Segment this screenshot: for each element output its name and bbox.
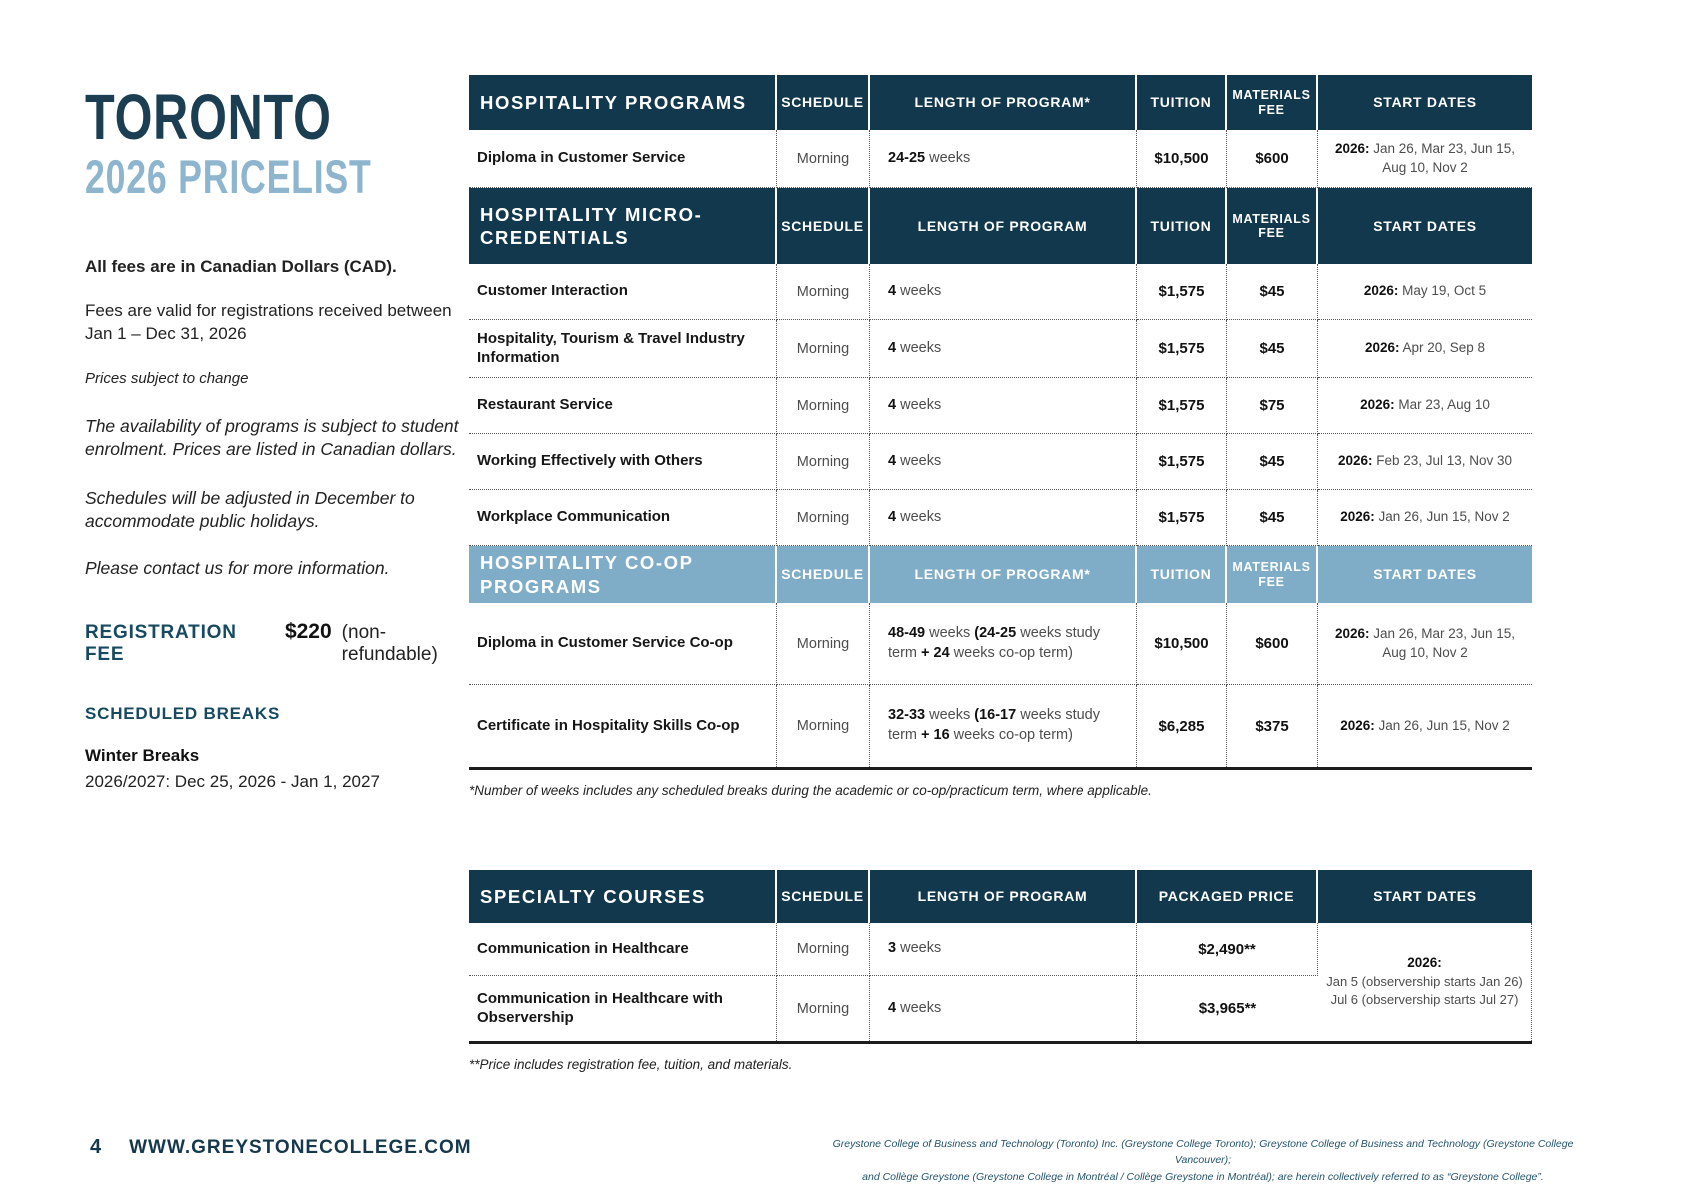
table-row	[469, 490, 1532, 546]
col-schedule: SCHEDULE	[777, 870, 870, 923]
program-name: Workplace Communication	[469, 490, 777, 546]
table-row	[469, 264, 1532, 320]
col-start-dates: START DATES	[1373, 94, 1477, 111]
program-start-dates: 2026: Mar 23, Aug 10	[1318, 378, 1532, 434]
program-length: 24-25 weeks	[870, 130, 1137, 188]
program-schedule: Morning	[777, 320, 870, 378]
col-schedule: SCHEDULE	[777, 188, 870, 264]
program-tuition: $1,575	[1137, 434, 1227, 490]
program-name: Diploma in Customer Service Co-op	[469, 603, 777, 685]
section-title: SPECIALTY COURSES	[469, 870, 777, 923]
section-title: HOSPITALITY PROGRAMS	[469, 75, 777, 130]
section-title: HOSPITALITY CO-OP PROGRAMS	[469, 546, 777, 603]
program-materials-fee: $45	[1227, 490, 1318, 546]
winter-breaks-dates: 2026/2027: Dec 25, 2026 - Jan 1, 2027	[85, 772, 380, 792]
col-materials: MATERIALS FEE	[1227, 546, 1318, 603]
program-packaged-price: $2,490**	[1137, 923, 1318, 976]
program-start-dates: 2026: May 19, Oct 5	[1318, 264, 1532, 320]
registration-fee-amount: $220	[284, 620, 332, 644]
start-dates-line: Jan 5 (observership starts Jan 26)	[1326, 973, 1523, 989]
page-title-city: TORONTO	[85, 81, 332, 153]
program-start-dates: 2026: Feb 23, Jul 13, Nov 30	[1318, 434, 1532, 490]
program-start-dates: 2026: Jan 26, Mar 23, Jun 15, Aug 10, Nov 2	[1318, 130, 1532, 188]
program-schedule: Morning	[777, 434, 870, 490]
program-length: 4 weeks	[870, 378, 1137, 434]
col-length: LENGTH OF PROGRAM	[870, 870, 1137, 923]
scheduled-breaks-heading: SCHEDULED BREAKS	[85, 704, 281, 724]
specialty-start-dates	[1318, 923, 1532, 1041]
program-length: 4 weeks	[870, 264, 1137, 320]
program-tuition: $10,500	[1137, 130, 1227, 188]
table-row	[469, 685, 1532, 767]
program-start-dates: 2026: Apr 20, Sep 8	[1318, 320, 1532, 378]
col-start-dates: START DATES	[1373, 217, 1477, 234]
fees-cad-note: All fees are in Canadian Dollars (CAD).	[85, 256, 397, 276]
program-name: Working Effectively with Others	[469, 434, 777, 490]
col-materials: MATERIALS FEE	[1227, 188, 1318, 264]
legal-line: Greystone College of Business and Technology (Toronto) Inc. (Greystone College Toronto); Greystone College of Business and Technology (Greystone College Vancouver);	[832, 1138, 1574, 1167]
col-start-dates: START DATES	[1373, 888, 1477, 905]
program-materials-fee: $75	[1227, 378, 1318, 434]
program-name: Customer Interaction	[469, 264, 777, 320]
col-materials: MATERIALS FEE	[1227, 75, 1318, 130]
col-start-dates: START DATES	[1373, 566, 1477, 583]
schedules-note: Schedules will be adjusted in December to accommodate public holidays.	[85, 488, 415, 532]
program-length: 4 weeks	[870, 434, 1137, 490]
program-tuition: $1,575	[1137, 378, 1227, 434]
program-length: 48-49 weeks (24-25 weeks study term + 24 weeks co-op term)	[870, 603, 1137, 685]
program-schedule: Morning	[777, 264, 870, 320]
availability-note: The availability of programs is subject to student enrolment. Prices are listed in Canadian dollars.	[85, 415, 459, 460]
start-dates-line: Jul 6 (observership starts Jul 27)	[1330, 992, 1519, 1008]
table-row	[469, 130, 1532, 188]
specialty-courses-header	[469, 870, 1532, 923]
col-schedule: SCHEDULE	[777, 75, 870, 130]
program-start-dates: 2026: Jan 26, Jun 15, Nov 2	[1340, 717, 1510, 733]
prices-subject-note: Prices subject to change	[85, 370, 249, 388]
program-materials-fee: $45	[1227, 264, 1318, 320]
winter-breaks-label: Winter Breaks	[85, 746, 200, 766]
registration-fee-label: REGISTRATION FEE	[85, 622, 237, 666]
col-length: LENGTH OF PROGRAM	[870, 188, 1137, 264]
program-length: 3 weeks	[870, 923, 1137, 976]
col-packaged-price: PACKAGED PRICE	[1137, 870, 1318, 923]
legal-text	[818, 1136, 1588, 1185]
col-schedule: SCHEDULE	[777, 546, 870, 603]
program-schedule: Morning	[777, 923, 870, 976]
hospitality-table	[469, 75, 1532, 770]
program-materials-fee: $45	[1227, 320, 1318, 378]
program-materials-fee: $45	[1227, 434, 1318, 490]
specialty-table	[469, 870, 1532, 1044]
program-schedule: Morning	[777, 490, 870, 546]
hospitality-programs-header	[469, 75, 1532, 130]
content-area	[469, 75, 1532, 1072]
program-start-dates: 2026: Jan 26, Mar 23, Jun 15, Aug 10, Nov 2	[1318, 603, 1532, 685]
program-tuition: $1,575	[1137, 264, 1227, 320]
micro-credentials-header	[469, 188, 1532, 264]
program-tuition: $1,575	[1137, 490, 1227, 546]
table-row	[469, 434, 1532, 490]
website-link[interactable]: WWW.GREYSTONECOLLEGE.COM	[129, 1137, 472, 1158]
program-materials-fee: $600	[1227, 603, 1318, 685]
program-materials-fee: $375	[1227, 685, 1318, 767]
program-schedule: Morning	[777, 976, 870, 1041]
page-number: 4	[90, 1136, 102, 1158]
program-name: Hospitality, Tourism & Travel Industry Information	[469, 320, 777, 378]
specialty-table-body	[469, 923, 1532, 1041]
program-start-dates: 2026: Jan 26, Jun 15, Nov 2	[1318, 490, 1532, 546]
table-row	[469, 603, 1532, 685]
legal-line: and Collège Greystone (Greystone College in Montréal / Collège Greystone in Montréal); are herein collectively referred to as “Greystone College”.	[862, 1170, 1544, 1183]
registration-fee	[85, 620, 477, 666]
start-dates-year: 2026:	[1407, 954, 1442, 970]
contact-note: Please contact us for more information.	[85, 558, 390, 579]
page-title-subtitle: 2026 PRICELIST	[85, 149, 372, 203]
table-row	[469, 378, 1532, 434]
program-schedule: Morning	[777, 603, 870, 685]
fees-valid-note: Fees are valid for registrations received between Jan 1 – Dec 31, 2026	[85, 301, 452, 343]
program-name: Communication in Healthcare	[469, 923, 777, 976]
table-row	[469, 320, 1532, 378]
weeks-footnote: *Number of weeks includes any scheduled breaks during the academic or co-op/practicum term, where applicable.	[469, 783, 1152, 798]
program-schedule: Morning	[777, 685, 870, 767]
program-schedule: Morning	[777, 378, 870, 434]
program-length: 4 weeks	[870, 320, 1137, 378]
col-tuition: TUITION	[1137, 546, 1227, 603]
col-tuition: TUITION	[1137, 188, 1227, 264]
program-tuition: $1,575	[1137, 320, 1227, 378]
price-footnote: **Price includes registration fee, tuition, and materials.	[469, 1057, 793, 1072]
col-length: LENGTH OF PROGRAM*	[870, 75, 1137, 130]
section-title: HOSPITALITY MICRO-CREDENTIALS	[469, 188, 777, 264]
program-tuition: $10,500	[1137, 603, 1227, 685]
program-name: Diploma in Customer Service	[469, 130, 777, 188]
program-name: Restaurant Service	[469, 378, 777, 434]
coop-programs-header	[469, 546, 1532, 603]
program-name: Communication in Healthcare with Observership	[469, 976, 777, 1041]
program-length: 4 weeks	[870, 490, 1137, 546]
col-length: LENGTH OF PROGRAM*	[870, 546, 1137, 603]
footer	[90, 1136, 472, 1159]
col-tuition: TUITION	[1137, 75, 1227, 130]
program-tuition: $6,285	[1137, 685, 1227, 767]
program-materials-fee: $600	[1227, 130, 1318, 188]
registration-fee-note: (non-refundable)	[341, 622, 438, 666]
sidebar	[85, 81, 477, 792]
program-name: Certificate in Hospitality Skills Co-op	[469, 685, 777, 767]
program-schedule: Morning	[777, 130, 870, 188]
program-length: 32-33 weeks (16-17 weeks study term + 16 weeks co-op term)	[870, 685, 1137, 767]
program-packaged-price: $3,965**	[1198, 1000, 1257, 1017]
program-length: 4 weeks	[870, 976, 1137, 1041]
